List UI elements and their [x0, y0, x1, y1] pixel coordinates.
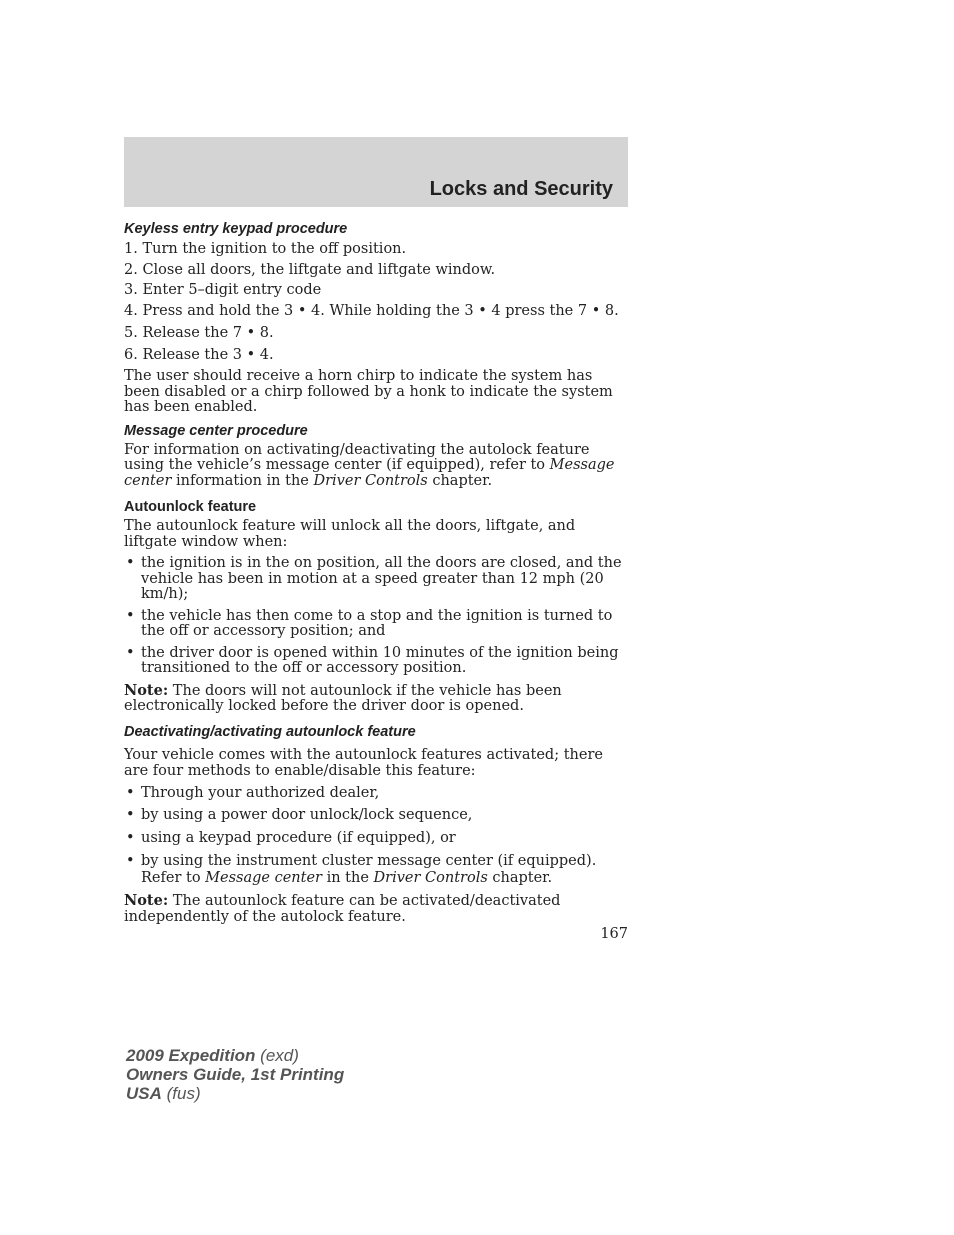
list-item: • by using a power door unlock/lock sequence,: [124, 808, 628, 824]
list-item: • the vehicle has then come to a stop and the ignition is turned to the off or accessory position; and: [124, 609, 628, 640]
keyless-entry-heading: Keyless entry keypad procedure: [124, 221, 348, 237]
driver-controls-ref: Driver Controls: [373, 870, 488, 886]
autounlock-heading: Autounlock feature: [124, 499, 257, 515]
autounlock-note: Note: The doors will not autounlock if the vehicle has been electronically locked before the driver door is opened.: [124, 681, 562, 714]
autounlock-conditions-list: [124, 556, 628, 677]
note-label: Note:: [124, 681, 169, 699]
keyless-step-5: 5. Release the 7 • 8.: [124, 325, 274, 341]
message-center-text: For information on activating/deactivating the autolock feature using the vehicle’s message center (if equipped), refer to Message center information in the Driver Controls chapter.: [124, 441, 615, 489]
section-header-bar: [124, 137, 628, 207]
keyless-step-1: 1. Turn the ignition to the off position.: [124, 241, 407, 257]
note-label: Note:: [124, 892, 169, 909]
keyless-step-4: 4. Press and hold the 3 • 4. While holding the 3 • 4 press the 7 • 8.: [124, 302, 619, 319]
autounlock-intro: The autounlock feature will unlock all the doors, liftgate, and liftgate window when:: [124, 518, 576, 550]
list-item: • by using the instrument cluster message center (if equipped). Refer to Message center in the Driver Controls chapter.: [124, 853, 628, 887]
message-center-ref: Message center: [124, 457, 615, 489]
page-content: [124, 220, 628, 925]
keyless-step-2: 2. Close all doors, the liftgate and liftgate window.: [124, 261, 496, 278]
driver-controls-ref: Driver Controls: [313, 472, 428, 489]
list-item: • Through your authorized dealer,: [124, 786, 628, 802]
keyless-result-text: The user should receive a horn chirp to indicate the system has been disabled or a chirp followed by a honk to indicate the system has been enabled.: [124, 368, 613, 415]
section-title: Locks and Security: [429, 178, 613, 200]
list-item: • using a keypad procedure (if equipped), or: [124, 831, 628, 847]
message-center-ref: Message center: [205, 870, 322, 886]
deactivating-intro: Your vehicle comes with the autounlock features activated; there are four methods to enable/disable this feature:: [124, 746, 603, 779]
footer-line-1: 2009 Expedition (exd): [126, 1046, 299, 1065]
footer-line-2: Owners Guide, 1st Printing: [126, 1065, 345, 1084]
footer-line-3: USA (fus): [126, 1084, 201, 1103]
footer-print-info: [126, 1046, 344, 1103]
keyless-step-3: 3. Enter 5–digit entry code: [124, 282, 322, 298]
keyless-step-6: 6. Release the 3 • 4.: [124, 346, 274, 363]
deactivating-methods-list: [124, 786, 628, 888]
list-item: • the ignition is in the on position, all the doors are closed, and the vehicle has been in motion at a speed greater than 12 mph (20 km/h);: [124, 556, 628, 603]
deactivating-note: Note: The autounlock feature can be activated/deactivated independently of the autolock feature.: [124, 892, 561, 925]
page-number: 167: [600, 926, 628, 942]
deactivating-heading: Deactivating/activating autounlock feature: [124, 723, 416, 740]
list-item: • the driver door is opened within 10 minutes of the ignition being transitioned to the off or accessory position.: [124, 646, 628, 677]
message-center-heading: Message center procedure: [124, 422, 308, 439]
